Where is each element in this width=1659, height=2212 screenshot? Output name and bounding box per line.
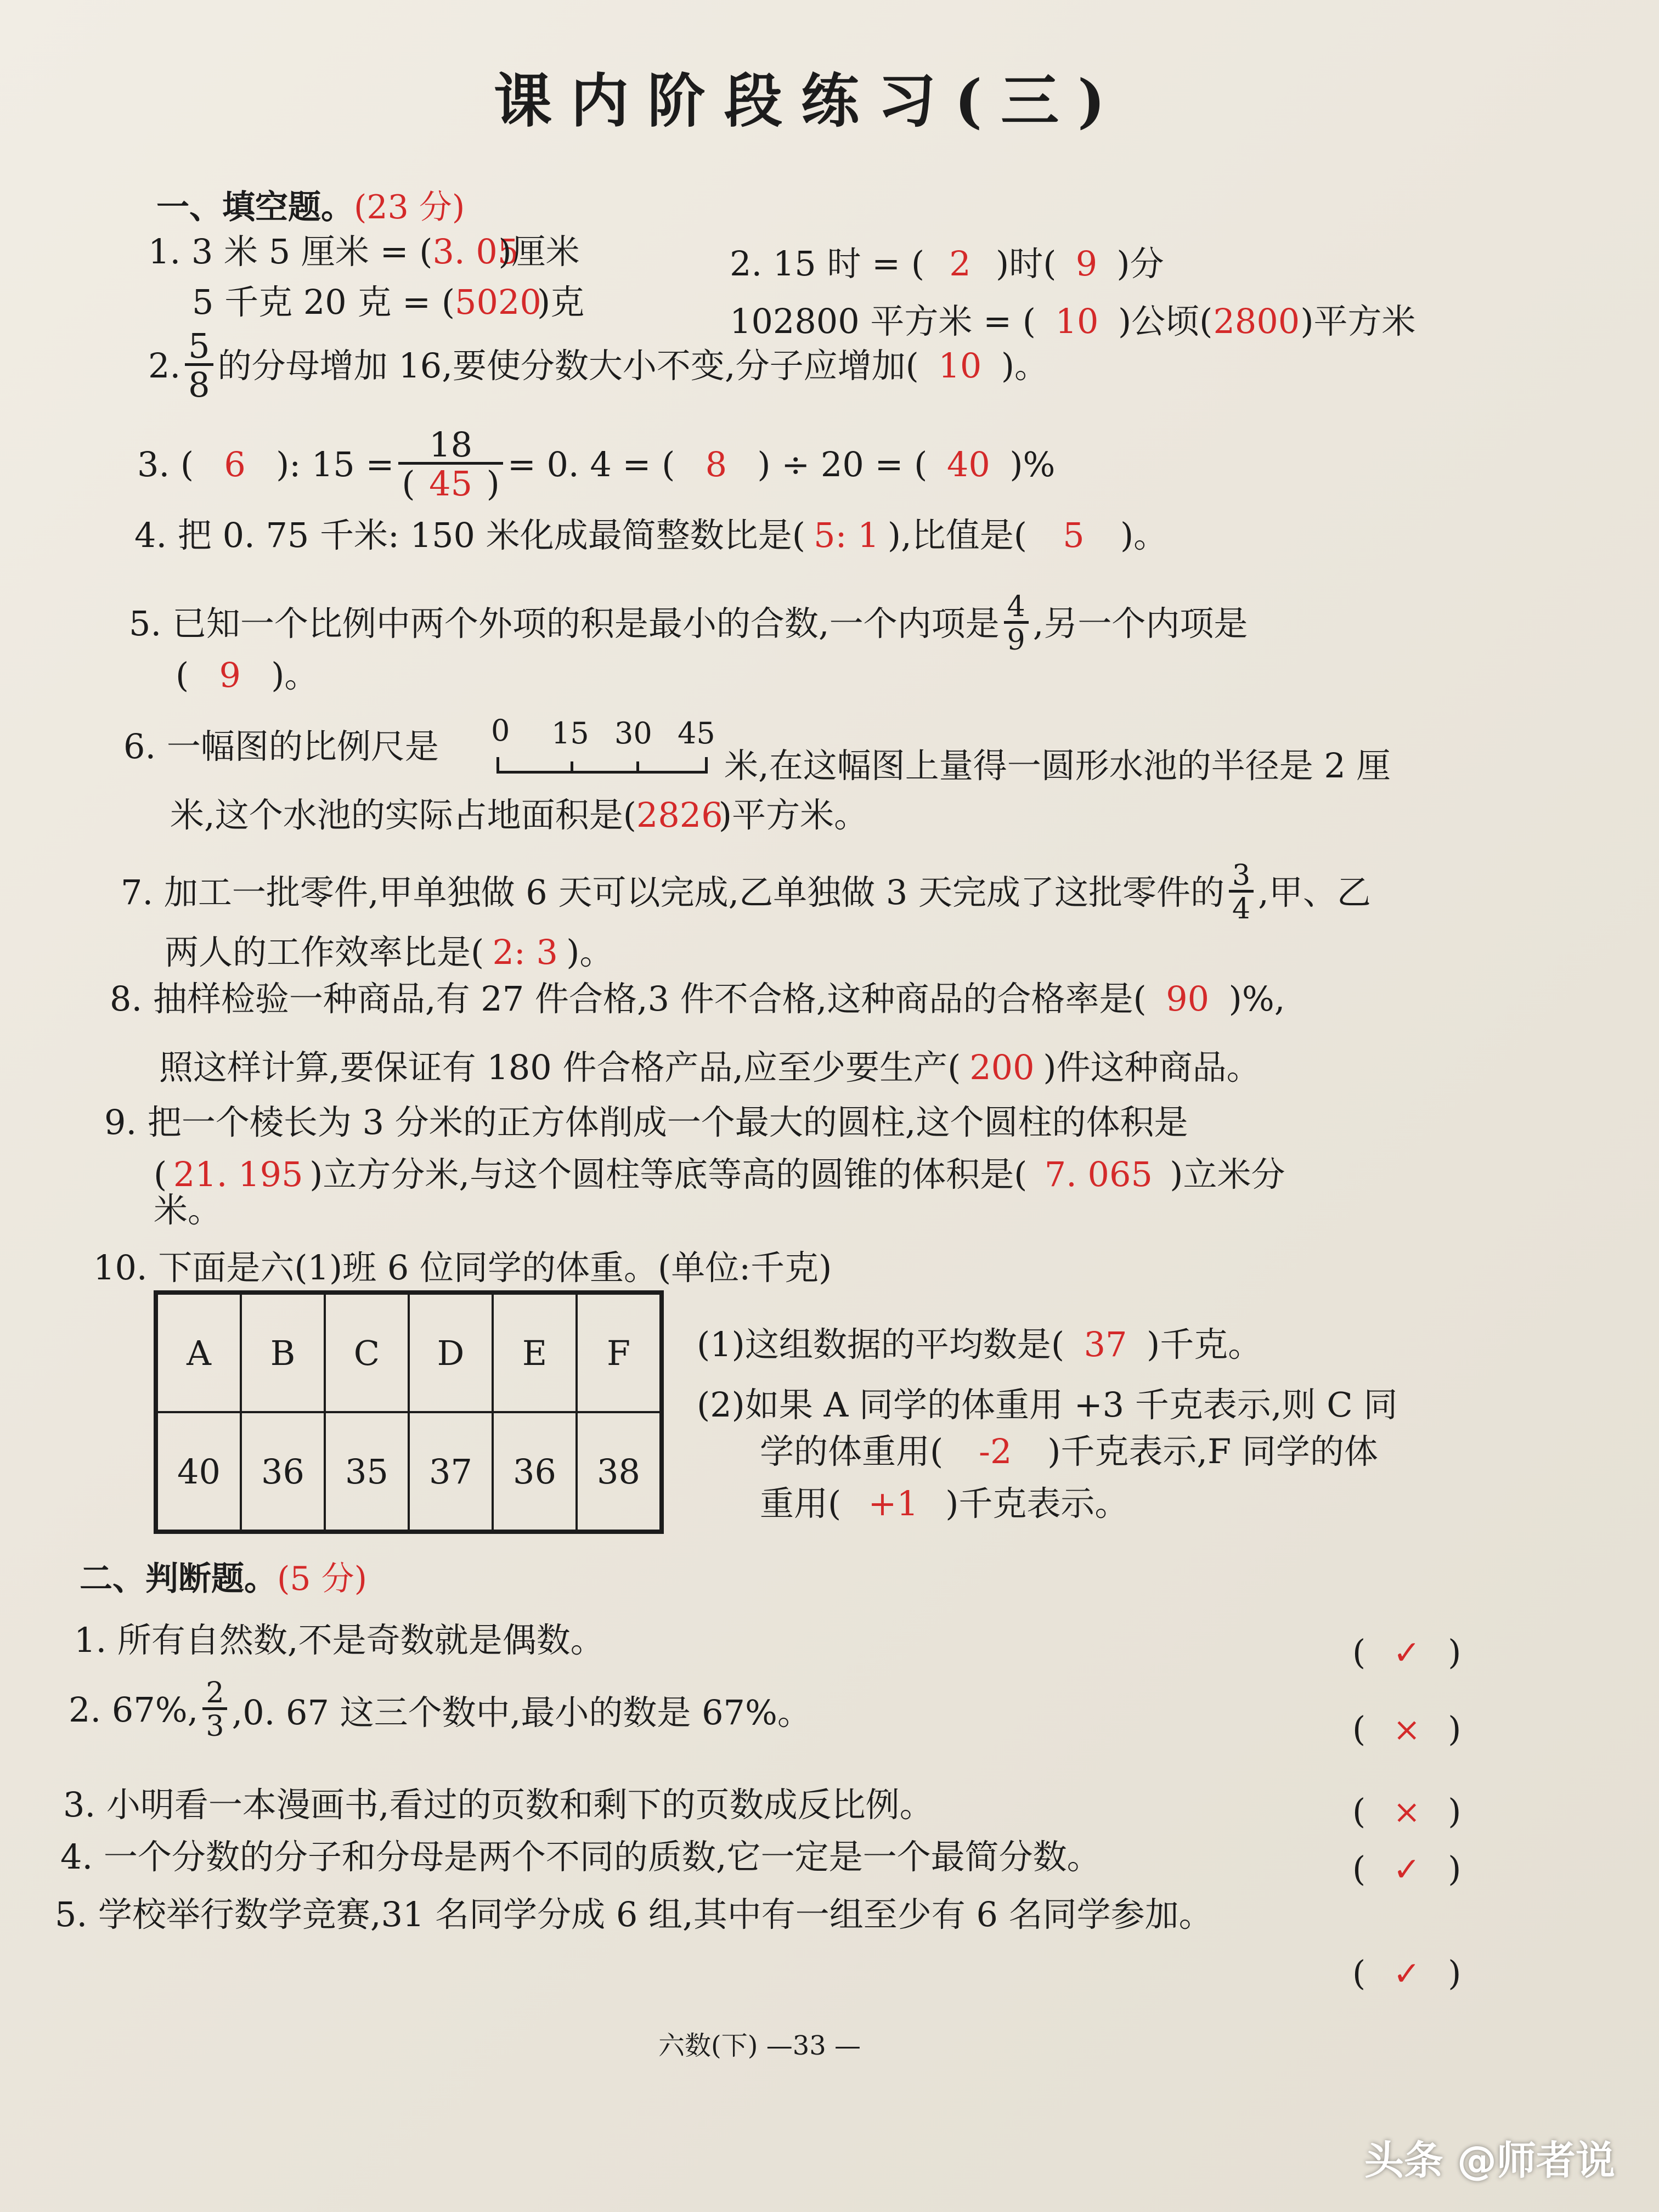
q6-line2: 米,这个水池的实际占地面积是(2826)平方米。 xyxy=(170,795,868,835)
fraction: $\frac{4}{9}$ xyxy=(1004,592,1029,654)
fraction: $\frac{2}{3}$ xyxy=(202,1679,227,1741)
q2: 2. $\frac{5}{8}$ 的分母增加 16,要使分数大小不变,分子应增加( 10 )。 xyxy=(148,326,1049,405)
table-header-cell: F xyxy=(577,1293,662,1412)
q1-line2-left: 5 千克 20 克 = (5020)克 xyxy=(192,282,585,322)
answer: 2826 xyxy=(636,795,723,835)
table-header-cell: B xyxy=(241,1293,325,1412)
q1-line1-left: 1. 3 米 5 厘米 = (3. 05)厘米 xyxy=(148,232,580,272)
table-cell: 36 xyxy=(493,1412,577,1532)
judge-item-1: 1. 所有自然数,不是奇数就是偶数。 xyxy=(74,1620,605,1660)
q10-sub2-line1: (2)如果 A 同学的体重用 +3 千克表示,则 C 同 xyxy=(697,1385,1398,1425)
section2-heading: 二、判断题。(5 分) xyxy=(80,1560,368,1598)
q9-line1: 9. 把一个棱长为 3 分米的正方体削成一个最大的圆柱,这个圆柱的体积是 xyxy=(104,1102,1188,1142)
table-cell: 37 xyxy=(409,1412,493,1532)
answer: 10 xyxy=(1055,301,1099,341)
table-header-cell: D xyxy=(409,1293,493,1412)
table-header-cell: A xyxy=(156,1293,241,1412)
q5-line2: ( 9 )。 xyxy=(176,655,319,695)
weights-table xyxy=(154,1290,664,1534)
cross-mark: × xyxy=(1393,1793,1421,1831)
answer: 9 xyxy=(1075,244,1098,284)
q5-line1: 5. 已知一个比例中两个外项的积是最小的合数,一个内项是 $\frac{4}{9}$ ,另一个内项是 xyxy=(129,590,1248,657)
q7-line1: 7. 加工一批零件,甲单独做 6 天可以完成,乙单独做 3 天完成了这批零件的 $\frac{3}{4}$ ,甲、乙 xyxy=(121,859,1371,926)
q10-sub1: (1)这组数据的平均数是( 37 )千克。 xyxy=(697,1324,1262,1364)
answer: 2: 3 xyxy=(492,932,558,972)
check-mark: ✓ xyxy=(1393,1850,1421,1889)
judge-answer-3: ( × ) xyxy=(1352,1791,1462,1831)
answer: 7. 065 xyxy=(1044,1154,1153,1194)
q8-line2: 照这样计算,要保证有 180 件合格产品,应至少要生产( 200 )件这种商品。 xyxy=(159,1047,1261,1087)
answer: 8 xyxy=(705,444,727,484)
answer: 200 xyxy=(969,1047,1035,1087)
judge-item-5: 5. 学校举行数学竞赛,31 名同学分成 6 组,其中有一组至少有 6 名同学参加。 xyxy=(55,1894,1213,1934)
section2-score: (5 分) xyxy=(277,1560,368,1598)
judge-item-3: 3. 小明看一本漫画书,看过的页数和剩下的页数成反比例。 xyxy=(63,1785,934,1825)
scale-label: 45 xyxy=(678,716,715,751)
table-header-cell: E xyxy=(493,1293,577,1412)
table-row xyxy=(156,1412,662,1532)
section1-score: (23 分) xyxy=(354,188,465,227)
q9-line2: ( 21. 195 )立方分米,与这个圆柱等底等高的圆锥的体积是( 7. 065 )立米分 xyxy=(154,1154,1285,1194)
answer: 5 xyxy=(1063,515,1085,555)
answer: 9 xyxy=(219,655,241,695)
scale-label: 30 xyxy=(614,716,652,751)
answer: 10 xyxy=(938,345,982,386)
watermark: 头条 @师者说 xyxy=(1364,2137,1615,2183)
table-header-cell: C xyxy=(325,1293,409,1412)
section1-heading: 一、填空题。(23 分) xyxy=(156,188,465,227)
answer: -2 xyxy=(979,1431,1012,1471)
page-title: 课内阶段练习(三) xyxy=(494,66,1124,135)
judge-answer-5: ( ✓ ) xyxy=(1352,1953,1462,1993)
answer: 2800 xyxy=(1213,301,1300,341)
fraction: $\frac{18}{( 45 )}$ xyxy=(398,428,503,501)
q10-line1: 10. 下面是六(1)班 6 位同学的体重。(单位:千克) xyxy=(93,1248,832,1288)
scale-bar xyxy=(491,713,716,779)
check-mark: ✓ xyxy=(1393,1634,1421,1672)
answer: 5020 xyxy=(455,282,541,322)
judge-answer-2: ( × ) xyxy=(1352,1709,1462,1749)
q9-line3: 米。 xyxy=(154,1190,222,1230)
answer: +1 xyxy=(868,1483,918,1523)
check-mark: ✓ xyxy=(1393,1955,1421,1993)
table-row xyxy=(156,1293,662,1412)
scale-label: 15 xyxy=(551,716,589,751)
scale-label: 0 xyxy=(491,713,510,748)
q6-line1: 6. 一幅图的比例尺是 xyxy=(123,726,439,766)
answer: 21. 195 xyxy=(173,1154,303,1194)
judge-answer-1: ( ✓ ) xyxy=(1352,1632,1462,1672)
judge-item-2: 2. 67%, $\frac{2}{3}$ ,0. 67 这三个数中,最小的数是 67%。 xyxy=(69,1677,811,1743)
q8-line1: 8. 抽样检验一种商品,有 27 件合格,3 件不合格,这种商品的合格率是( 90 )%, xyxy=(110,979,1285,1019)
answer: 40 xyxy=(946,444,990,484)
judge-answer-4: ( ✓ ) xyxy=(1352,1849,1462,1889)
table-cell: 38 xyxy=(577,1412,662,1532)
fraction: $\frac{5}{8}$ xyxy=(185,329,213,402)
q10-sub2-line3: 重用( +1 )千克表示。 xyxy=(760,1483,1129,1523)
table-cell: 36 xyxy=(241,1412,325,1532)
judge-item-4: 4. 一个分数的分子和分母是两个不同的质数,它一定是一个最简分数。 xyxy=(60,1837,1101,1877)
q10-sub2-line2: 学的体重用( -2 )千克表示,F 同学的体 xyxy=(760,1431,1378,1471)
answer: 90 xyxy=(1166,979,1210,1019)
page-footer: 六数(下) —33 — xyxy=(658,2030,861,2061)
q1-line1-right: 2. 15 时 = ( 2 )时( 9 )分 xyxy=(730,244,1164,284)
answer: 3. 05 xyxy=(432,232,520,272)
q6-line1-tail: 米,在这幅图上量得一圆形水池的半径是 2 厘 xyxy=(724,746,1391,786)
q7-line2: 两人的工作效率比是( 2: 3 )。 xyxy=(165,932,614,972)
answer: 37 xyxy=(1084,1324,1127,1364)
q1-line2-right: 102800 平方米 = ( 10 )公顷(2800)平方米 xyxy=(730,301,1416,341)
answer: 2 xyxy=(949,244,971,284)
answer: 5: 1 xyxy=(814,515,879,555)
table-cell: 35 xyxy=(325,1412,409,1532)
q3: 3. ( 6 ): 15 = $\frac{18}{( 45 )}$ = 0. 4 = ( 8 ) ÷ 20 = ( 40 )% xyxy=(137,425,1056,504)
q4: 4. 把 0. 75 千米: 150 米化成最简整数比是( 5: 1 ),比值是( 5 )。 xyxy=(134,515,1168,555)
fraction: $\frac{3}{4}$ xyxy=(1229,861,1254,923)
table-cell: 40 xyxy=(156,1412,241,1532)
answer: 6 xyxy=(224,444,246,484)
cross-mark: × xyxy=(1393,1711,1421,1749)
answer: 45 xyxy=(429,464,473,504)
